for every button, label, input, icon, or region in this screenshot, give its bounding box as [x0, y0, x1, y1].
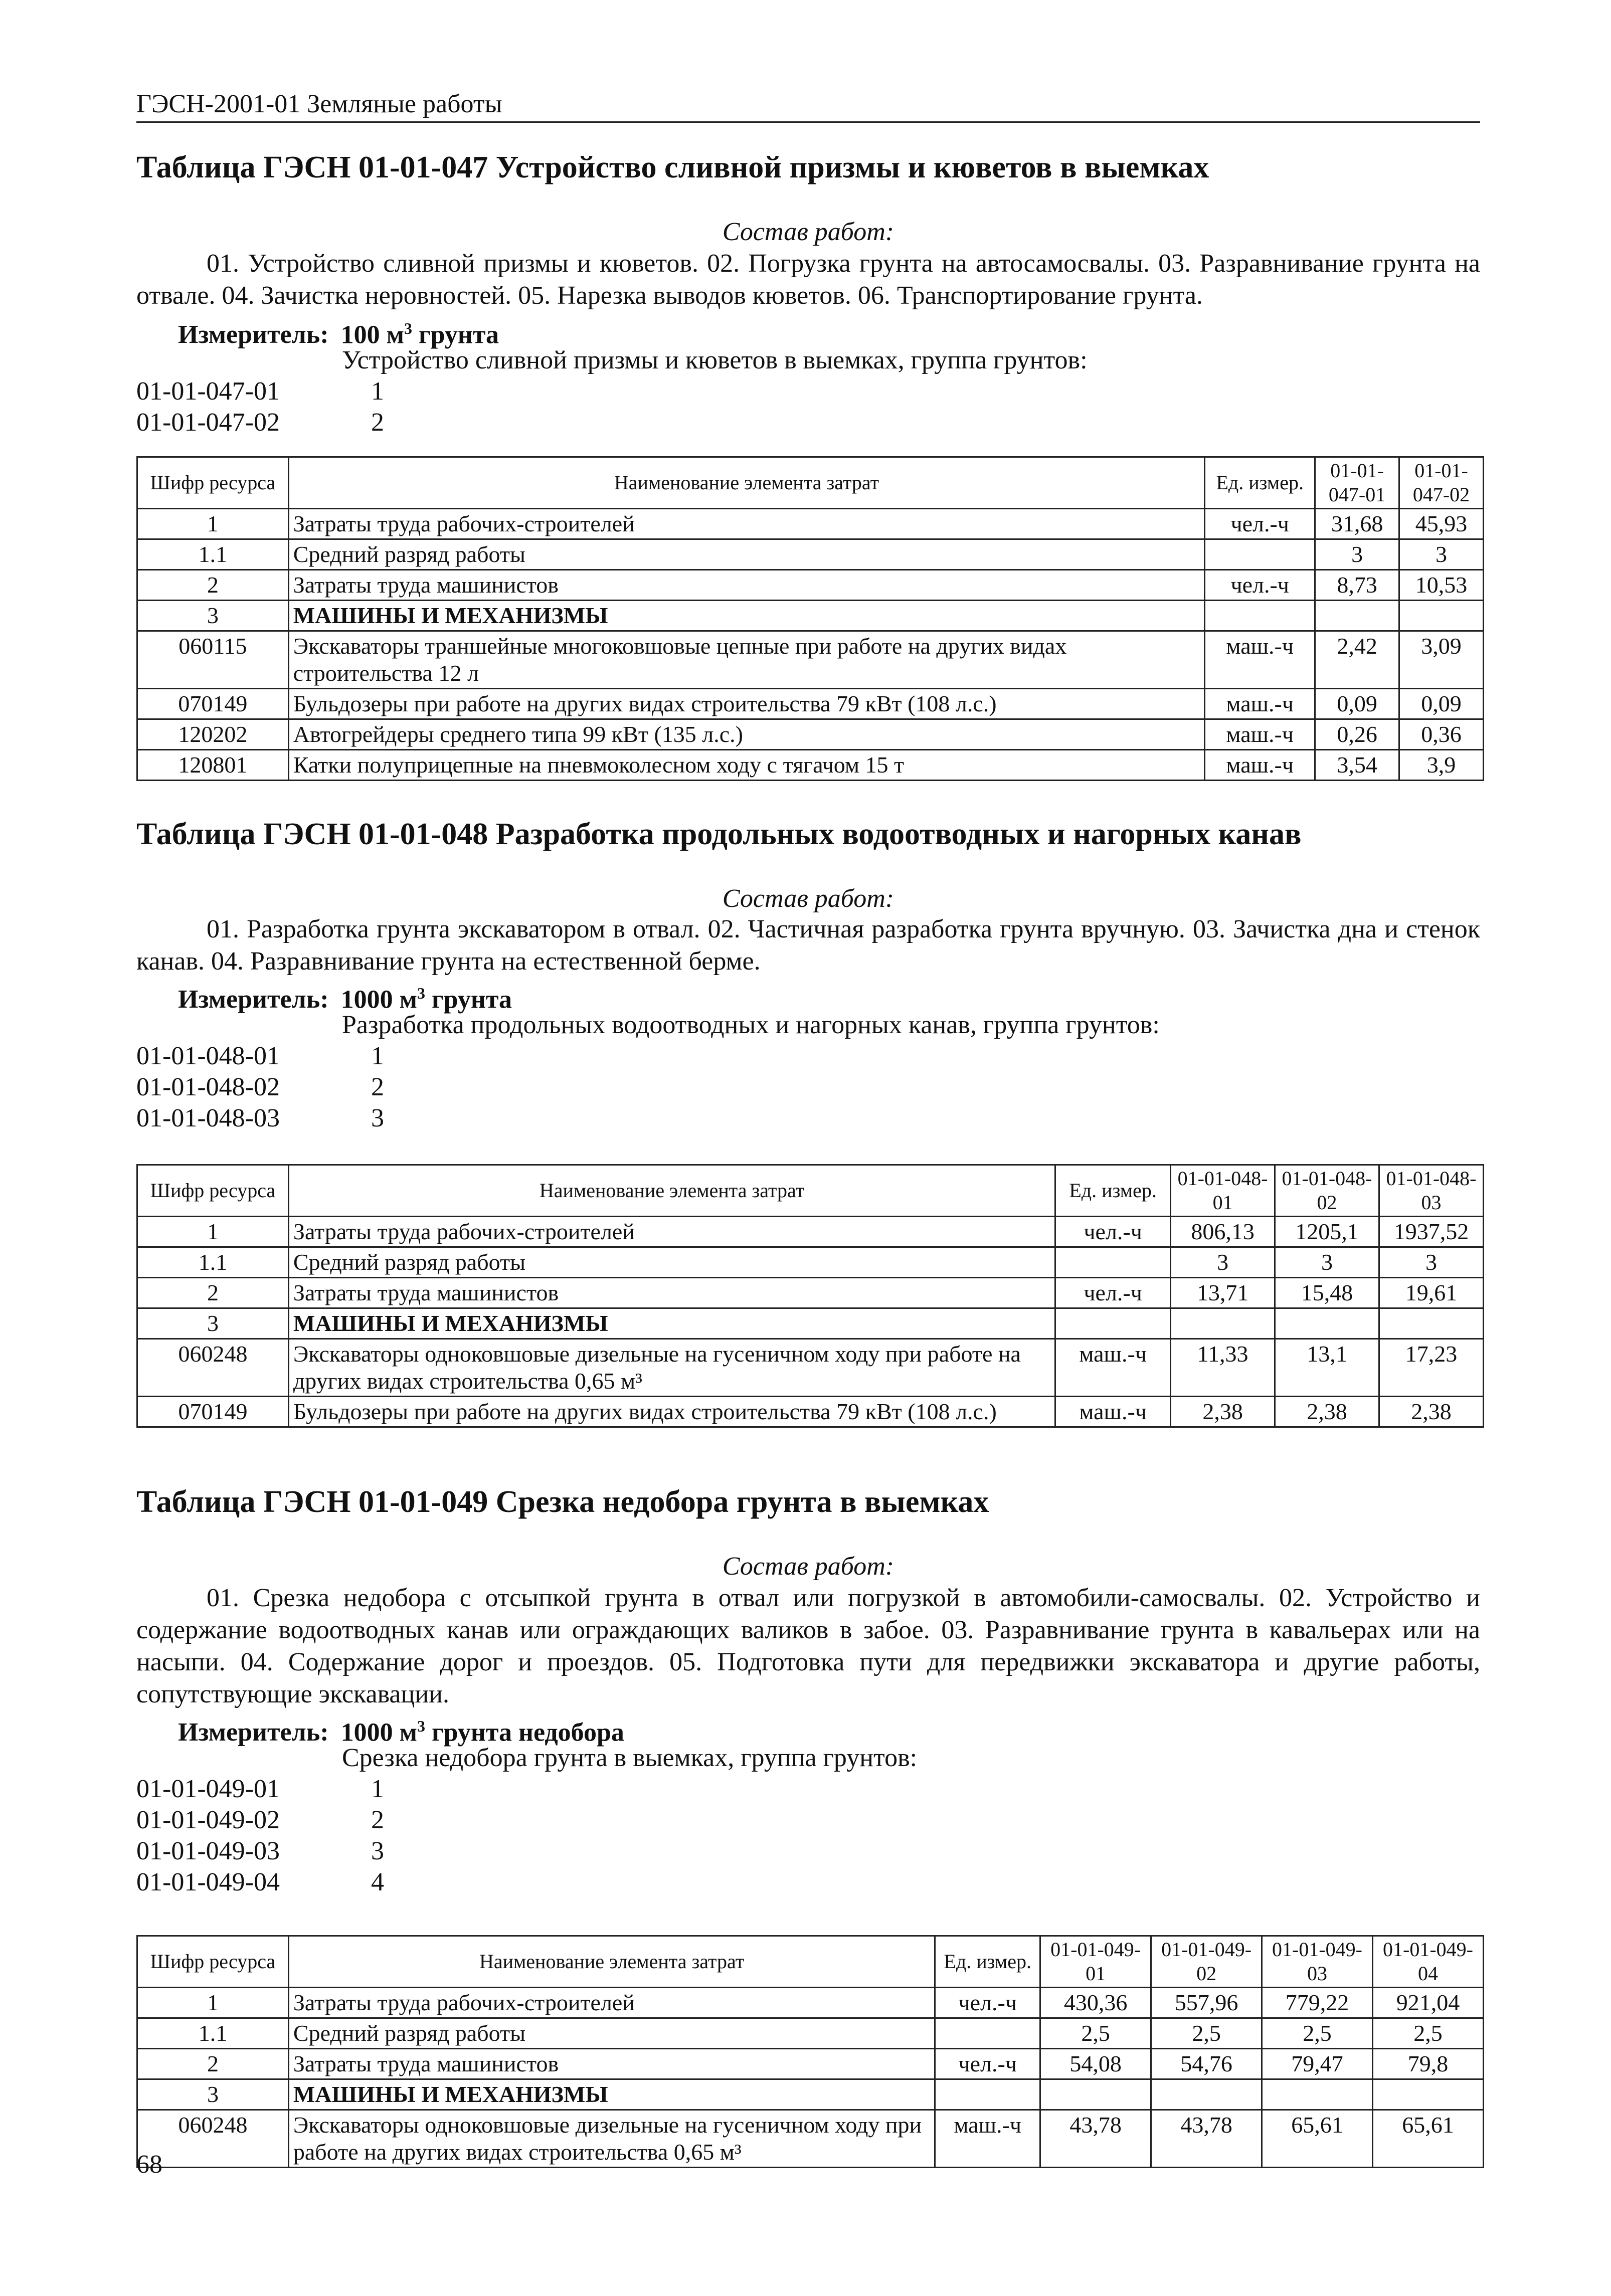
norm-value: 11,33 [1171, 1339, 1275, 1397]
norm-value [1399, 601, 1484, 631]
unit-of-measure [935, 2018, 1040, 2049]
norms-table [136, 1935, 1484, 2168]
norm-value [1275, 1308, 1379, 1339]
code-row [136, 1103, 384, 1134]
norms-table [136, 456, 1484, 781]
norm-value: 15,48 [1275, 1278, 1379, 1308]
unit-of-measure: чел.-ч [935, 1988, 1040, 2018]
norm-value: 3,54 [1315, 750, 1399, 781]
table-row [137, 1247, 1484, 1278]
cost-element-name: Средний разряд работы [288, 1247, 1055, 1278]
measurement-exponent: 3 [404, 319, 413, 337]
norm-value: 19,61 [1379, 1278, 1484, 1308]
measurement-exponent: 3 [417, 984, 426, 1002]
norm-value [1151, 2079, 1262, 2110]
norm-value: 0,09 [1399, 689, 1484, 719]
measurement-exponent: 3 [417, 1717, 426, 1735]
work-composition-text [136, 913, 1480, 978]
code-row [136, 407, 384, 438]
cost-element-name: Экскаваторы одноковшовые дизельные на гусеничном ходу при работе на других видах строительства 0,65 м³ [288, 2110, 935, 2168]
norm-value: 13,1 [1275, 1339, 1379, 1397]
table-row [137, 2049, 1484, 2079]
table-row [137, 601, 1484, 631]
measurement-tail: грунта [425, 985, 512, 1014]
code-list [136, 1041, 384, 1134]
norm-value: 3,9 [1399, 750, 1484, 781]
work-composition-label: Состав работ: [722, 884, 894, 913]
table-row [137, 1339, 1484, 1397]
resource-code: 1.1 [137, 1247, 289, 1278]
norm-value: 2,38 [1379, 1397, 1484, 1427]
soil-group: 1 [371, 1775, 384, 1803]
norm-value: 1937,52 [1379, 1217, 1484, 1247]
norm-value: 2,5 [1040, 2018, 1151, 2049]
table-row [137, 631, 1484, 689]
table-row [137, 719, 1484, 750]
norm-value: 3 [1315, 539, 1399, 570]
soil-group: 1 [371, 377, 384, 406]
group-subheading: Устройство сливной призмы и кюветов в выемках, группа грунтов: [342, 346, 1088, 374]
unit-of-measure: маш.-ч [1205, 631, 1315, 689]
column-header-name: Наименование элемента затрат [288, 1936, 935, 1988]
soil-group: 4 [371, 1868, 384, 1896]
work-composition-body: 01. Устройство сливной призмы и кюветов. 02. Погрузка грунта на автосамосвалы. 03. Разравнивание грунта на отвале. 04. Зачистка неровностей. 05. Нарезка выводов кюветов. 06. Транспортирование грунта. [136, 249, 1480, 310]
unit-of-measure [1205, 601, 1315, 631]
table-row [137, 2079, 1484, 2110]
resource-code: 2 [137, 1278, 289, 1308]
code-list [136, 1774, 384, 1898]
resource-code: 3 [137, 2079, 289, 2110]
resource-code: 3 [137, 601, 289, 631]
unit-of-measure [935, 2079, 1040, 2110]
table-row [137, 1988, 1484, 2018]
norm-value: 2,38 [1275, 1397, 1379, 1427]
measurement-tail: грунта недобора [425, 1718, 624, 1747]
norm-value: 3 [1399, 539, 1484, 570]
measurement-value: 1000 м [340, 1718, 418, 1747]
cost-element-name: Затраты труда рабочих-строителей [288, 509, 1205, 539]
norms-table [136, 1164, 1484, 1428]
norm-code: 01-01-049-04 [136, 1868, 280, 1896]
norm-code: 01-01-047-02 [136, 408, 280, 437]
norm-value: 2,5 [1262, 2018, 1373, 2049]
cost-element-name: Затраты труда машинистов [288, 570, 1205, 601]
column-header-norm: 01-01-047-02 [1399, 457, 1484, 509]
code-row [136, 1805, 384, 1836]
norm-value [1171, 1308, 1275, 1339]
unit-of-measure: маш.-ч [1055, 1339, 1171, 1397]
resource-code: 120801 [137, 750, 289, 781]
column-header-norm: 01-01-048-02 [1275, 1165, 1379, 1217]
column-header-code: Шифр ресурса [137, 1936, 289, 1988]
table-title: Таблица ГЭСН 01-01-049 Срезка недобора грунта в выемках [136, 1485, 989, 1519]
unit-of-measure: маш.-ч [1205, 750, 1315, 781]
norm-value: 557,96 [1151, 1988, 1262, 2018]
cost-element-name: Катки полуприцепные на пневмоколесном ходу с тягачом 15 т [288, 750, 1205, 781]
cost-element-name: Экскаваторы одноковшовые дизельные на гусеничном ходу при работе на других видах строительства 0,65 м³ [288, 1339, 1055, 1397]
unit-of-measure [1205, 539, 1315, 570]
cost-element-name: Автогрейдеры среднего типа 99 кВт (135 л.с.) [288, 719, 1205, 750]
group-subheading: Разработка продольных водоотводных и нагорных канав, группа грунтов: [342, 1011, 1160, 1039]
resource-code: 2 [137, 2049, 289, 2079]
work-composition-text [136, 1582, 1480, 1710]
norm-value: 806,13 [1171, 1217, 1275, 1247]
resource-code: 060115 [137, 631, 289, 689]
unit-of-measure: маш.-ч [935, 2110, 1040, 2168]
norm-value: 2,5 [1372, 2018, 1483, 2049]
norm-value: 3 [1275, 1247, 1379, 1278]
unit-of-measure: чел.-ч [1205, 509, 1315, 539]
cost-element-name: Средний разряд работы [288, 2018, 935, 2049]
cost-element-name: Затраты труда машинистов [288, 2049, 935, 2079]
table-header-row [137, 457, 1484, 509]
norm-code: 01-01-048-02 [136, 1073, 280, 1101]
work-composition-body: 01. Разработка грунта экскаватором в отвал. 02. Частичная разработка грунта вручную. 03. Зачистка дна и стенок канав. 04. Разравнивание грунта на естественной берме. [136, 915, 1480, 976]
resource-code: 120202 [137, 719, 289, 750]
column-header-unit: Ед. измер. [935, 1936, 1040, 1988]
table-row [137, 1278, 1484, 1308]
cost-element-name: Средний разряд работы [288, 539, 1205, 570]
resource-code: 2 [137, 570, 289, 601]
norm-value [1379, 1308, 1484, 1339]
norm-code: 01-01-049-01 [136, 1775, 280, 1803]
measurement-label: Измеритель: [178, 985, 329, 1014]
norm-value: 0,26 [1315, 719, 1399, 750]
table-row [137, 2110, 1484, 2168]
unit-of-measure: маш.-ч [1055, 1397, 1171, 1427]
table-row [137, 1308, 1484, 1339]
cost-element-name: МАШИНЫ И МЕХАНИЗМЫ [288, 1308, 1055, 1339]
cost-element-name: МАШИНЫ И МЕХАНИЗМЫ [288, 2079, 935, 2110]
column-header-code: Шифр ресурса [137, 1165, 289, 1217]
norm-value: 779,22 [1262, 1988, 1373, 2018]
resource-code: 060248 [137, 1339, 289, 1397]
norm-value: 79,8 [1372, 2049, 1483, 2079]
measurement-label: Измеритель: [178, 1718, 329, 1747]
resource-code: 1 [137, 1217, 289, 1247]
table-row [137, 570, 1484, 601]
measurement-value: 100 м [340, 320, 405, 349]
column-header-norm: 01-01-049-01 [1040, 1936, 1151, 1988]
norm-value: 3,09 [1399, 631, 1484, 689]
soil-group: 1 [371, 1042, 384, 1070]
column-header-norm: 01-01-049-02 [1151, 1936, 1262, 1988]
norm-value [1262, 2079, 1373, 2110]
norm-code: 01-01-049-03 [136, 1837, 280, 1865]
norm-value: 45,93 [1399, 509, 1484, 539]
column-header-unit: Ед. измер. [1055, 1165, 1171, 1217]
table-row [137, 1217, 1484, 1247]
cost-element-name: МАШИНЫ И МЕХАНИЗМЫ [288, 601, 1205, 631]
norm-value [1372, 2079, 1483, 2110]
group-subheading: Срезка недобора грунта в выемках, группа грунтов: [342, 1744, 918, 1772]
work-composition-body: 01. Срезка недобора с отсыпкой грунта в отвал или погрузкой в автомобили-самосвалы. 02. Устройство и содержание водоотводных канав или ограждающих валиков в забое. 03. Разравнивание грунта в кавальерах или на насыпи. 04. Содержание дорог и проездов. 05. Подготовка пути для передвижки экскаватора и другие работы, сопутствующие экскавации. [136, 1584, 1480, 1708]
norm-value: 430,36 [1040, 1988, 1151, 2018]
norm-value: 31,68 [1315, 509, 1399, 539]
norm-value: 0,09 [1315, 689, 1399, 719]
cost-element-name: Затраты труда машинистов [288, 1278, 1055, 1308]
norm-value: 3 [1171, 1247, 1275, 1278]
column-header-unit: Ед. измер. [1205, 457, 1315, 509]
code-row [136, 376, 384, 407]
code-list [136, 376, 384, 438]
norm-value: 79,47 [1262, 2049, 1373, 2079]
unit-of-measure: чел.-ч [1205, 570, 1315, 601]
norm-value: 65,61 [1262, 2110, 1373, 2168]
table-header-row [137, 1936, 1484, 1988]
norm-value: 2,5 [1151, 2018, 1262, 2049]
measurement-value: 1000 м [340, 985, 418, 1014]
norm-value: 8,73 [1315, 570, 1399, 601]
soil-group: 2 [371, 1073, 384, 1101]
page-number: 68 [136, 2150, 162, 2179]
unit-of-measure: чел.-ч [935, 2049, 1040, 2079]
code-row [136, 1774, 384, 1805]
unit-of-measure: чел.-ч [1055, 1217, 1171, 1247]
table-row [137, 509, 1484, 539]
table-row [137, 750, 1484, 781]
measurement-label: Измеритель: [178, 320, 329, 349]
column-header-name: Наименование элемента затрат [288, 457, 1205, 509]
resource-code: 070149 [137, 689, 289, 719]
work-composition-text [136, 248, 1480, 312]
code-row [136, 1041, 384, 1072]
table-row [137, 1397, 1484, 1427]
unit-of-measure [1055, 1308, 1171, 1339]
unit-of-measure [1055, 1247, 1171, 1278]
column-header-norm: 01-01-049-04 [1372, 1936, 1483, 1988]
cost-element-name: Бульдозеры при работе на других видах строительства 79 кВт (108 л.с.) [288, 1397, 1055, 1427]
norm-value: 0,36 [1399, 719, 1484, 750]
norm-value: 10,53 [1399, 570, 1484, 601]
norm-value: 921,04 [1372, 1988, 1483, 2018]
running-header: ГЭСН-2001-01 Земляные работы [136, 89, 1480, 123]
table-header-row [137, 1165, 1484, 1217]
norm-value: 43,78 [1151, 2110, 1262, 2168]
table-title: Таблица ГЭСН 01-01-048 Разработка продольных водоотводных и нагорных канав [136, 817, 1302, 851]
column-header-norm: 01-01-048-01 [1171, 1165, 1275, 1217]
norm-value: 54,76 [1151, 2049, 1262, 2079]
norm-value [1040, 2079, 1151, 2110]
unit-of-measure: маш.-ч [1205, 719, 1315, 750]
work-composition-label: Состав работ: [722, 218, 894, 246]
cost-element-name: Затраты труда рабочих-строителей [288, 1217, 1055, 1247]
norm-value: 43,78 [1040, 2110, 1151, 2168]
resource-code: 070149 [137, 1397, 289, 1427]
unit-of-measure: маш.-ч [1205, 689, 1315, 719]
norm-value [1315, 601, 1399, 631]
soil-group: 3 [371, 1837, 384, 1865]
column-header-name: Наименование элемента затрат [288, 1165, 1055, 1217]
column-header-norm: 01-01-048-03 [1379, 1165, 1484, 1217]
resource-code: 060248 [137, 2110, 289, 2168]
resource-code: 1 [137, 1988, 289, 2018]
code-row [136, 1836, 384, 1867]
measurement-tail: грунта [412, 320, 499, 349]
resource-code: 1 [137, 509, 289, 539]
norm-value: 2,42 [1315, 631, 1399, 689]
column-header-code: Шифр ресурса [137, 457, 289, 509]
soil-group: 2 [371, 408, 384, 437]
column-header-norm: 01-01-049-03 [1262, 1936, 1373, 1988]
norm-value: 13,71 [1171, 1278, 1275, 1308]
code-row [136, 1072, 384, 1103]
unit-of-measure: чел.-ч [1055, 1278, 1171, 1308]
table-title: Таблица ГЭСН 01-01-047 Устройство сливной призмы и кюветов в выемках [136, 150, 1209, 184]
norm-code: 01-01-047-01 [136, 377, 280, 406]
table-row [137, 2018, 1484, 2049]
resource-code: 1.1 [137, 539, 289, 570]
cost-element-name: Бульдозеры при работе на других видах строительства 79 кВт (108 л.с.) [288, 689, 1205, 719]
work-composition-label: Состав работ: [722, 1552, 894, 1581]
norm-value: 1205,1 [1275, 1217, 1379, 1247]
norm-code: 01-01-048-03 [136, 1104, 280, 1132]
norm-value: 3 [1379, 1247, 1484, 1278]
table-row [137, 689, 1484, 719]
norm-value: 65,61 [1372, 2110, 1483, 2168]
norm-code: 01-01-049-02 [136, 1806, 280, 1834]
norm-value: 2,38 [1171, 1397, 1275, 1427]
soil-group: 3 [371, 1104, 384, 1132]
cost-element-name: Экскаваторы траншейные многоковшовые цепные при работе на других видах строительства 12 л [288, 631, 1205, 689]
norm-code: 01-01-048-01 [136, 1042, 280, 1070]
soil-group: 2 [371, 1806, 384, 1834]
code-row [136, 1867, 384, 1898]
table-row [137, 539, 1484, 570]
norm-value: 54,08 [1040, 2049, 1151, 2079]
norm-value: 17,23 [1379, 1339, 1484, 1397]
resource-code: 1.1 [137, 2018, 289, 2049]
cost-element-name: Затраты труда рабочих-строителей [288, 1988, 935, 2018]
resource-code: 3 [137, 1308, 289, 1339]
column-header-norm: 01-01-047-01 [1315, 457, 1399, 509]
